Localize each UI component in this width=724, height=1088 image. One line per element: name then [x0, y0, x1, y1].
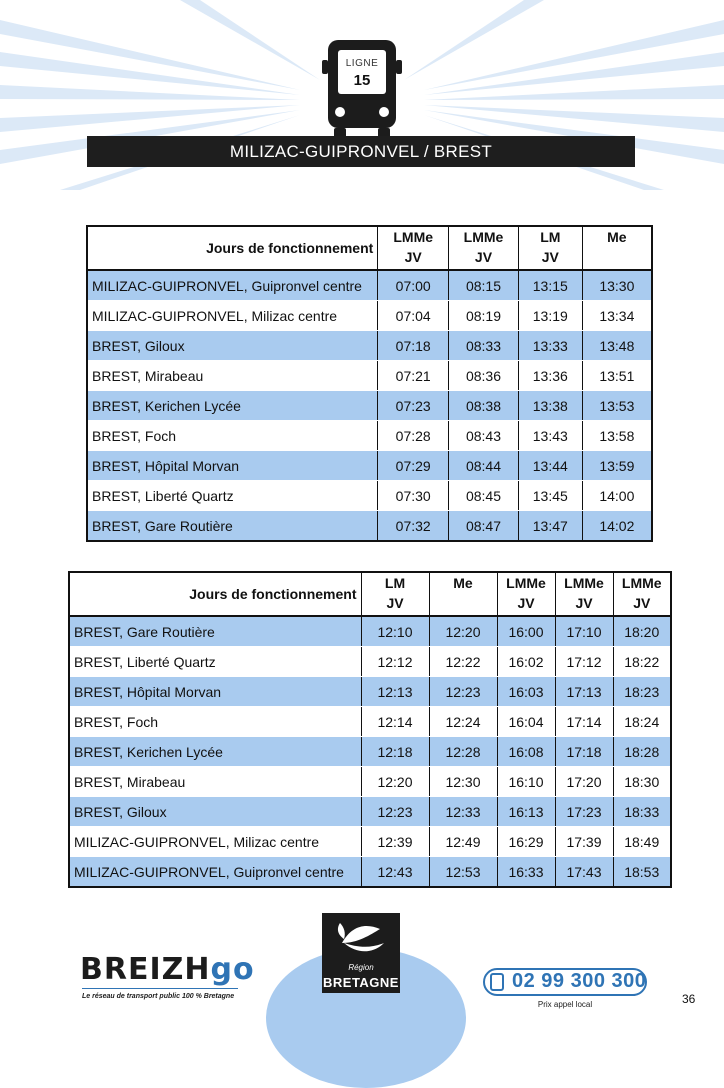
- time-cell: 07:29: [378, 451, 449, 481]
- time-cell: 08:43: [449, 421, 519, 451]
- ermine-leaf-icon: [322, 913, 400, 963]
- bretagne-label: BRETAGNE: [323, 975, 399, 990]
- time-cell: 17:13: [555, 677, 613, 707]
- time-cell: 13:36: [518, 361, 582, 391]
- stop-name: MILIZAC-GUIPRONVEL, Milizac centre: [87, 301, 378, 331]
- time-cell: 08:47: [449, 511, 519, 542]
- time-cell: 12:33: [429, 797, 497, 827]
- time-cell: 12:24: [429, 707, 497, 737]
- time-cell: 12:43: [361, 857, 429, 888]
- timetable-header-row: [69, 572, 671, 616]
- time-cell: 12:20: [361, 767, 429, 797]
- jours-header: Jours de fonctionnement: [69, 572, 361, 616]
- time-cell: 12:53: [429, 857, 497, 888]
- column-header: LM JV: [518, 226, 582, 270]
- time-cell: 13:58: [582, 421, 652, 451]
- time-cell: 16:10: [497, 767, 555, 797]
- timetable-header-row: [87, 226, 652, 270]
- stop-name: BREST, Gare Routière: [87, 511, 378, 542]
- stop-name: MILIZAC-GUIPRONVEL, Milizac centre: [69, 827, 361, 857]
- timetable-outbound: [86, 225, 653, 542]
- column-header: LMMe JV: [497, 572, 555, 616]
- stop-name: BREST, Liberté Quartz: [87, 481, 378, 511]
- time-cell: 12:10: [361, 616, 429, 647]
- time-cell: 14:02: [582, 511, 652, 542]
- time-cell: 16:04: [497, 707, 555, 737]
- stop-name: BREST, Hôpital Morvan: [87, 451, 378, 481]
- time-cell: 18:24: [613, 707, 671, 737]
- time-cell: 16:02: [497, 647, 555, 677]
- time-cell: 08:33: [449, 331, 519, 361]
- time-cell: 08:36: [449, 361, 519, 391]
- stop-name: BREST, Kerichen Lycée: [69, 737, 361, 767]
- stop-name: BREST, Giloux: [69, 797, 361, 827]
- stop-name: BREST, Foch: [87, 421, 378, 451]
- table-row: [87, 451, 652, 481]
- time-cell: 12:14: [361, 707, 429, 737]
- time-cell: 17:20: [555, 767, 613, 797]
- time-cell: 16:00: [497, 616, 555, 647]
- timetable-return: [68, 571, 672, 888]
- time-cell: 12:12: [361, 647, 429, 677]
- column-header: LMMe JV: [555, 572, 613, 616]
- table-row: [87, 361, 652, 391]
- table-row: [69, 707, 671, 737]
- table-row: [87, 511, 652, 542]
- table-row: [87, 301, 652, 331]
- time-cell: 12:28: [429, 737, 497, 767]
- table-row: [69, 827, 671, 857]
- ligne-label: LIGNE: [345, 58, 379, 69]
- time-cell: 18:49: [613, 827, 671, 857]
- phone-icon: [490, 973, 504, 991]
- page-number: 36: [682, 992, 696, 1006]
- table-row: [69, 677, 671, 707]
- time-cell: 18:53: [613, 857, 671, 888]
- time-cell: 12:23: [429, 677, 497, 707]
- time-cell: 12:23: [361, 797, 429, 827]
- stop-name: BREST, Foch: [69, 707, 361, 737]
- time-cell: 12:49: [429, 827, 497, 857]
- time-cell: 17:43: [555, 857, 613, 888]
- time-cell: 08:19: [449, 301, 519, 331]
- table-row: [69, 647, 671, 677]
- time-cell: 18:28: [613, 737, 671, 767]
- table-row: [69, 767, 671, 797]
- time-cell: 16:13: [497, 797, 555, 827]
- table-row: [87, 331, 652, 361]
- time-cell: 16:03: [497, 677, 555, 707]
- time-cell: 13:34: [582, 301, 652, 331]
- time-cell: 08:38: [449, 391, 519, 421]
- stop-name: MILIZAC-GUIPRONVEL, Guipronvel centre: [87, 270, 378, 301]
- table-row: [87, 481, 652, 511]
- breizhgo-tagline: Le réseau de transport public 100 % Bretagne: [82, 993, 235, 1000]
- time-cell: 13:48: [582, 331, 652, 361]
- stop-name: BREST, Mirabeau: [87, 361, 378, 391]
- route-title: MILIZAC-GUIPRONVEL / BREST: [87, 136, 635, 167]
- time-cell: 08:15: [449, 270, 519, 301]
- stop-name: BREST, Kerichen Lycée: [87, 391, 378, 421]
- time-cell: 13:33: [518, 331, 582, 361]
- time-cell: 18:23: [613, 677, 671, 707]
- time-cell: 16:29: [497, 827, 555, 857]
- time-cell: 17:39: [555, 827, 613, 857]
- ligne-number: 15: [353, 72, 371, 89]
- phone-number: 02 99 300 300: [512, 970, 647, 992]
- time-cell: 17:18: [555, 737, 613, 767]
- table-row: [87, 421, 652, 451]
- time-cell: 13:15: [518, 270, 582, 301]
- time-cell: 08:45: [449, 481, 519, 511]
- time-cell: 07:30: [378, 481, 449, 511]
- column-header: LMMe JV: [378, 226, 449, 270]
- table-row: [87, 270, 652, 301]
- time-cell: 07:28: [378, 421, 449, 451]
- phone-note: Prix appel local: [537, 1000, 593, 1009]
- table-row: [69, 857, 671, 888]
- time-cell: 13:19: [518, 301, 582, 331]
- time-cell: 12:30: [429, 767, 497, 797]
- time-cell: 17:23: [555, 797, 613, 827]
- time-cell: 17:10: [555, 616, 613, 647]
- table-row: [69, 737, 671, 767]
- breizhgo-logo: BREIZHgo: [80, 952, 255, 987]
- column-header: LMMe JV: [613, 572, 671, 616]
- time-cell: 07:18: [378, 331, 449, 361]
- time-cell: 13:44: [518, 451, 582, 481]
- time-cell: 07:32: [378, 511, 449, 542]
- table-row: [87, 391, 652, 421]
- column-header: Me: [582, 226, 652, 270]
- time-cell: 18:33: [613, 797, 671, 827]
- time-cell: 18:30: [613, 767, 671, 797]
- stop-name: BREST, Giloux: [87, 331, 378, 361]
- time-cell: 07:00: [378, 270, 449, 301]
- time-cell: 14:00: [582, 481, 652, 511]
- time-cell: 13:59: [582, 451, 652, 481]
- stop-name: MILIZAC-GUIPRONVEL, Guipronvel centre: [69, 857, 361, 888]
- table-row: [69, 616, 671, 647]
- time-cell: 18:20: [613, 616, 671, 647]
- column-header: LM JV: [361, 572, 429, 616]
- stop-name: BREST, Liberté Quartz: [69, 647, 361, 677]
- time-cell: 08:44: [449, 451, 519, 481]
- time-cell: 16:33: [497, 857, 555, 888]
- time-cell: 13:47: [518, 511, 582, 542]
- time-cell: 07:21: [378, 361, 449, 391]
- breizhgo-underline: [82, 988, 238, 989]
- time-cell: 13:30: [582, 270, 652, 301]
- time-cell: 18:22: [613, 647, 671, 677]
- time-cell: 13:43: [518, 421, 582, 451]
- jours-header: Jours de fonctionnement: [87, 226, 378, 270]
- time-cell: 12:13: [361, 677, 429, 707]
- time-cell: 12:20: [429, 616, 497, 647]
- time-cell: 13:38: [518, 391, 582, 421]
- time-cell: 12:18: [361, 737, 429, 767]
- column-header: Me: [429, 572, 497, 616]
- time-cell: 12:39: [361, 827, 429, 857]
- stop-name: BREST, Hôpital Morvan: [69, 677, 361, 707]
- time-cell: 17:12: [555, 647, 613, 677]
- bus-icon: [318, 40, 406, 140]
- time-cell: 13:45: [518, 481, 582, 511]
- table-row: [69, 797, 671, 827]
- time-cell: 16:08: [497, 737, 555, 767]
- time-cell: 07:23: [378, 391, 449, 421]
- column-header: LMMe JV: [449, 226, 519, 270]
- stop-name: BREST, Mirabeau: [69, 767, 361, 797]
- stop-name: BREST, Gare Routière: [69, 616, 361, 647]
- time-cell: 12:22: [429, 647, 497, 677]
- time-cell: 13:53: [582, 391, 652, 421]
- time-cell: 17:14: [555, 707, 613, 737]
- time-cell: 13:51: [582, 361, 652, 391]
- time-cell: 07:04: [378, 301, 449, 331]
- region-label: Région: [348, 963, 374, 972]
